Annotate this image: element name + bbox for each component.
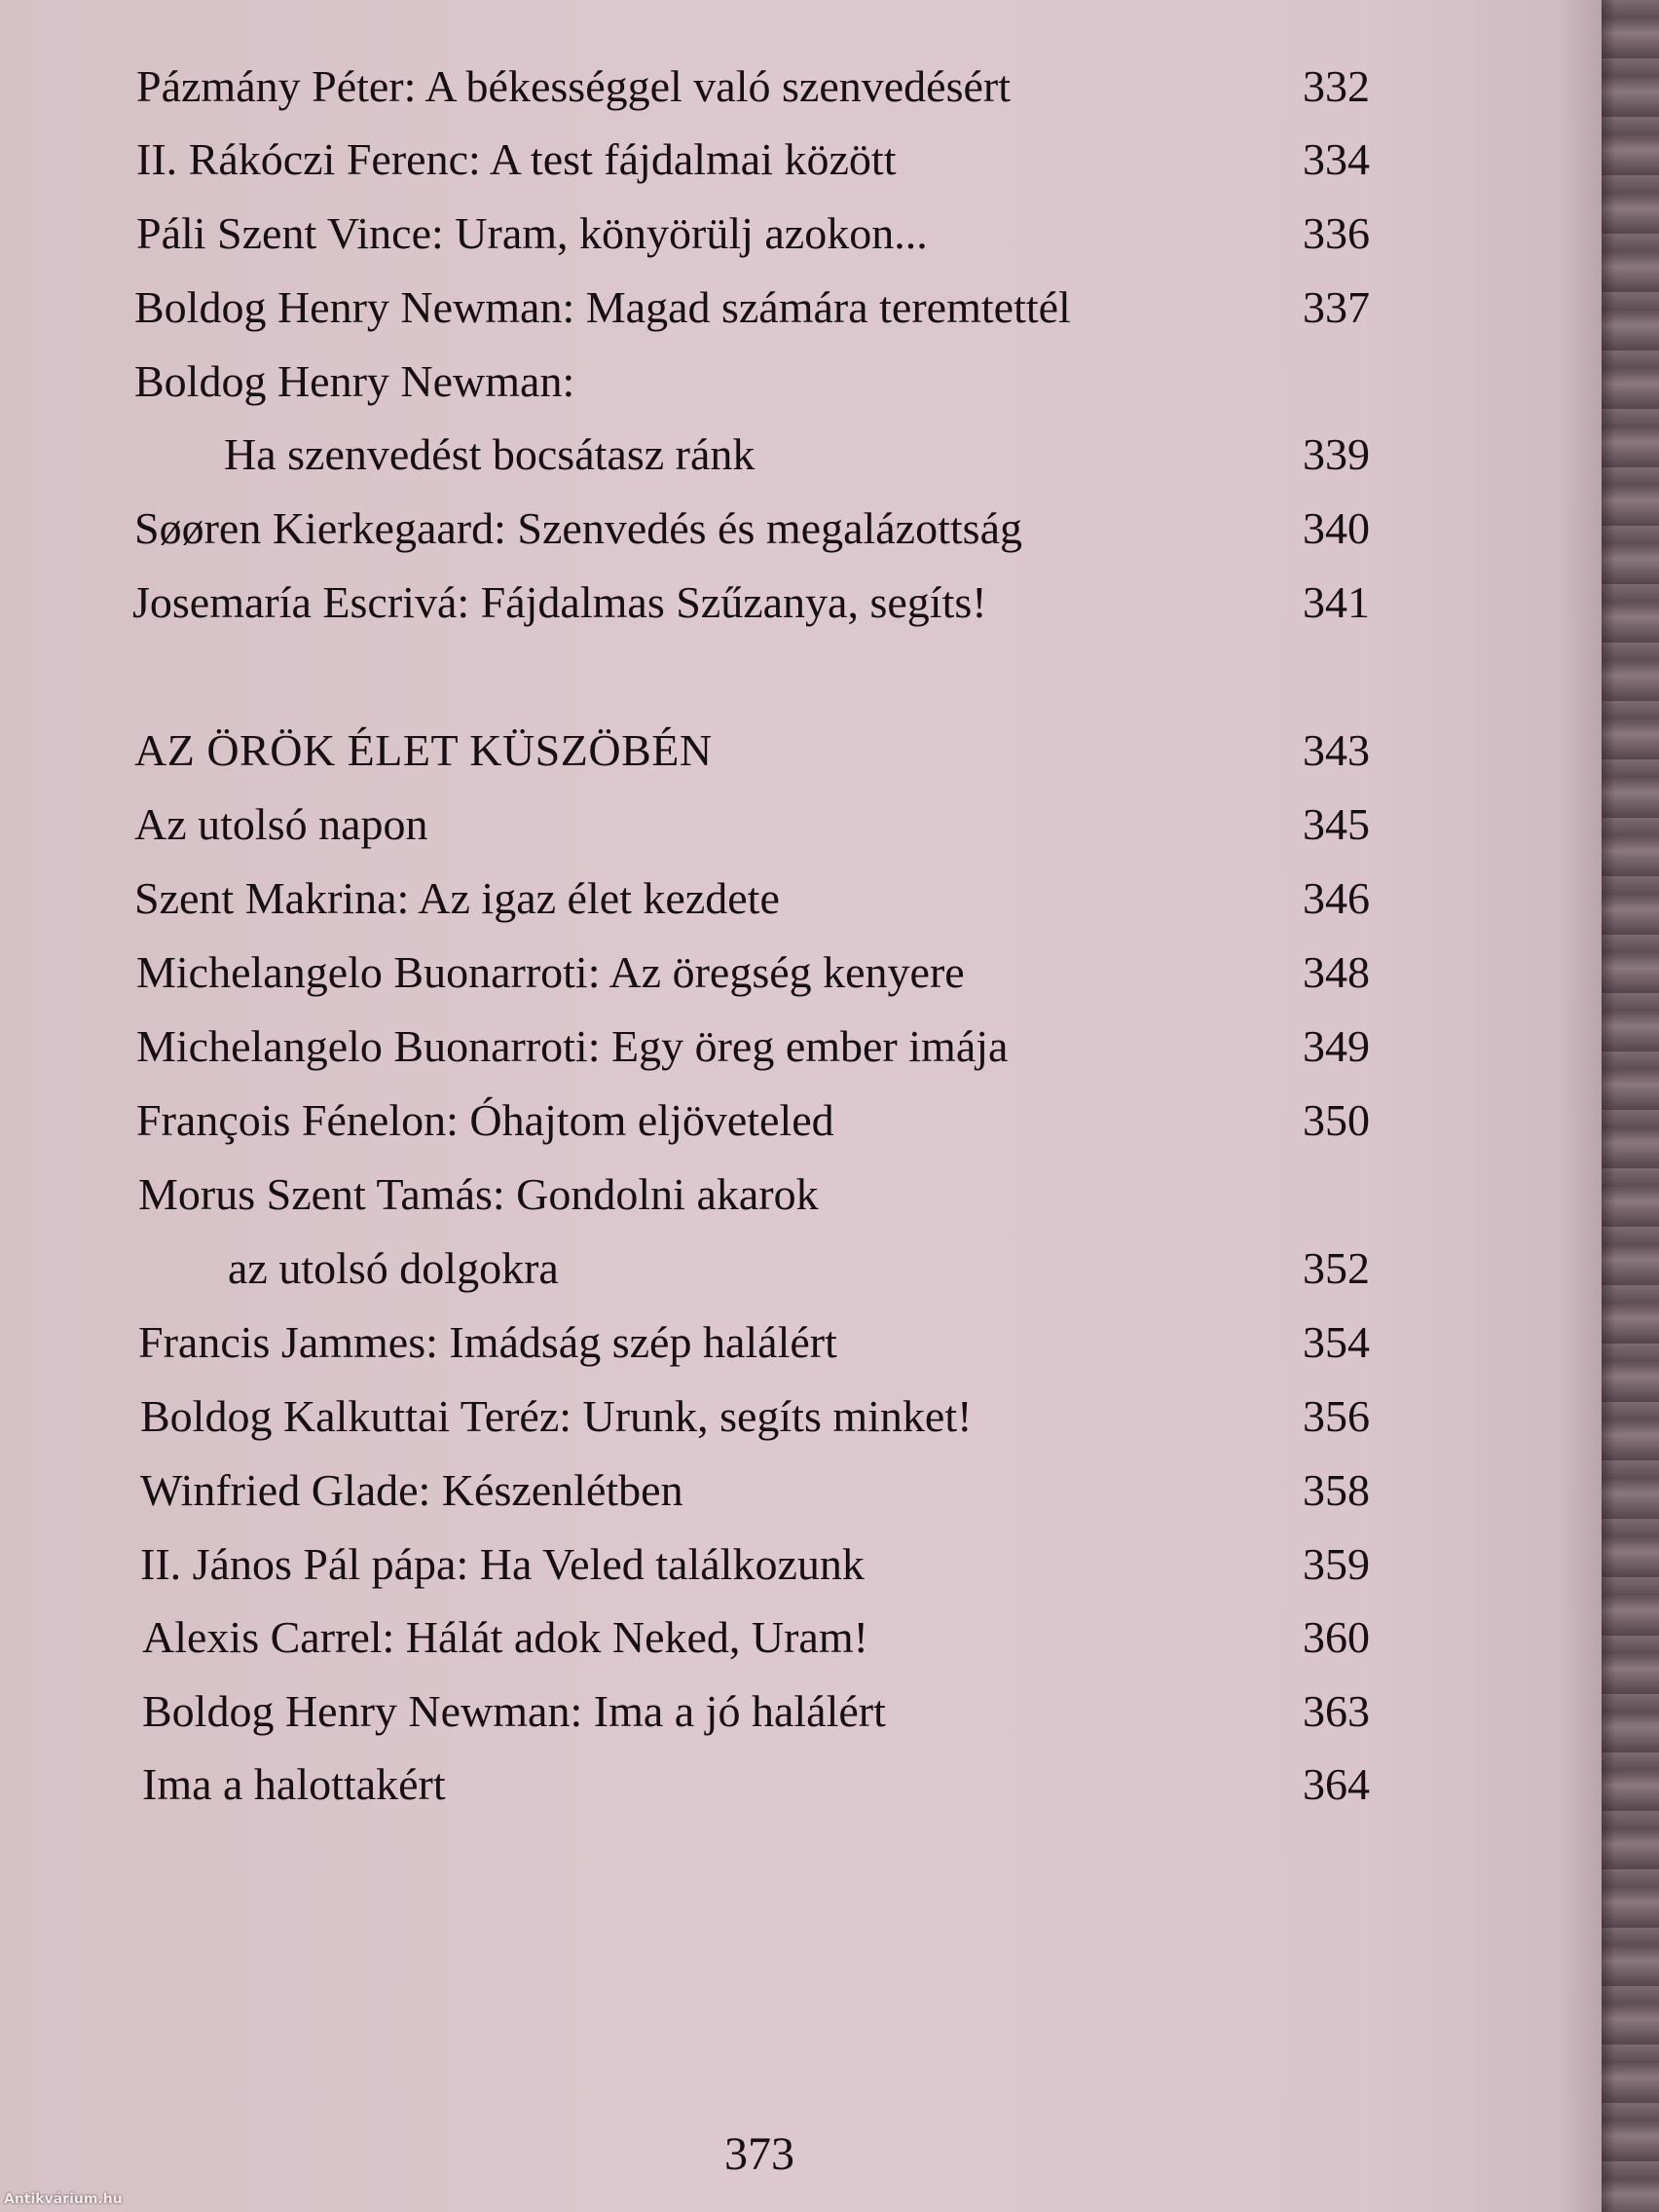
toc-entry (0, 274, 1602, 342)
toc-entry-page: 356 (1303, 1391, 1370, 1441)
toc-entry-title: Boldog Henry Newman: Magad számára teremtettél (134, 282, 1071, 332)
toc-entry-page: 350 (1303, 1095, 1370, 1145)
toc-entry-page: 349 (1303, 1021, 1370, 1071)
toc-entry-title: Ha szenvedést bocsátasz ránk (224, 429, 756, 479)
toc-entry-title: Michelangelo Buonarroti: Az öregség kenyere (136, 947, 965, 997)
watermark-text: Antikvárium.hu (4, 2192, 123, 2207)
toc-section-heading (0, 717, 1602, 785)
toc-entry-continuation (0, 421, 1602, 489)
toc-entry (0, 939, 1602, 1007)
toc-entry (0, 200, 1602, 268)
toc-entry (0, 865, 1602, 933)
toc-entry-title: Szent Makrina: Az igaz élet kezdete (134, 873, 780, 923)
page-number: 373 (724, 2128, 794, 2180)
toc-entry-page: 341 (1303, 577, 1370, 627)
toc-entry-title: Francis Jammes: Imádság szép halálért (138, 1317, 837, 1367)
toc-entry-page: 363 (1303, 1686, 1370, 1736)
toc-entry-page: 359 (1303, 1539, 1370, 1589)
toc-entry (0, 495, 1602, 563)
toc-entry (0, 1751, 1602, 1819)
toc-entry (0, 1013, 1602, 1081)
toc-entry-title: Winfried Glade: Készenlétben (140, 1465, 683, 1515)
toc-entry (0, 348, 1602, 416)
toc-entry-page: 334 (1303, 134, 1370, 184)
section-heading-page: 343 (1303, 725, 1370, 775)
toc-entry-title: Az utolsó napon (134, 799, 428, 849)
toc-entry-page: 339 (1303, 429, 1370, 479)
toc-entry (0, 1677, 1602, 1746)
toc-entry (0, 1087, 1602, 1155)
toc-entry (0, 1161, 1602, 1229)
toc-entry-page: 354 (1303, 1317, 1370, 1367)
toc-entry (0, 1456, 1602, 1525)
toc-entry-title: Josemaría Escrivá: Fájdalmas Szűzanya, segíts! (132, 577, 987, 627)
toc-entry-title: Alexis Carrel: Hálát adok Neked, Uram! (142, 1612, 868, 1662)
toc-entry-page: 337 (1303, 282, 1370, 332)
toc-entry-title: Boldog Henry Newman: Ima a jó halálért (142, 1686, 886, 1736)
toc-entry-page: 340 (1303, 503, 1370, 553)
toc-entry-page: 348 (1303, 947, 1370, 997)
gutter-shadow (1602, 0, 1615, 2212)
section-heading-title: AZ ÖRÖK ÉLET KÜSZÖBÉN (134, 725, 713, 775)
toc-entry-page: 358 (1303, 1465, 1370, 1515)
toc-entry-page: 360 (1303, 1612, 1370, 1662)
toc-entry-title: Pázmány Péter: A békességgel való szenvedésért (136, 61, 1011, 111)
toc-entry (0, 569, 1602, 637)
toc-entry (0, 53, 1602, 121)
toc-entry (0, 791, 1602, 859)
toc-entry-continuation (0, 1235, 1602, 1303)
toc-entry (0, 1604, 1602, 1672)
toc-entry-title: II. János Pál pápa: Ha Veled találkozunk (140, 1539, 865, 1589)
toc-entry-title: Søøren Kierkegaard: Szenvedés és megalázottság (134, 503, 1022, 553)
toc-entry-title: Ima a halottakért (142, 1759, 446, 1809)
toc-entry-title: Boldog Henry Newman: (134, 356, 575, 406)
toc-entry (0, 126, 1602, 194)
toc-entry-title: François Fénelon: Óhajtom eljöveteled (136, 1095, 834, 1145)
toc-entry-title: II. Rákóczi Ferenc: A test fájdalmai között (136, 134, 897, 184)
toc-entry-page: 345 (1303, 799, 1370, 849)
toc-entry-page: 346 (1303, 873, 1370, 923)
toc-entry-page: 352 (1303, 1243, 1370, 1293)
toc-entry (0, 1309, 1602, 1377)
toc-entry-title: az utolsó dolgokra (228, 1243, 559, 1293)
toc-entry-title: Páli Szent Vince: Uram, könyörülj azokon... (136, 208, 928, 258)
toc-entry (0, 1530, 1602, 1599)
toc-entry-title: Boldog Kalkuttai Teréz: Urunk, segíts minket! (140, 1391, 973, 1441)
toc-entry-page: 336 (1303, 208, 1370, 258)
toc-entry-title: Morus Szent Tamás: Gondolni akarok (138, 1169, 819, 1219)
toc-entry-title: Michelangelo Buonarroti: Egy öreg ember imája (136, 1021, 1009, 1071)
toc-entry (0, 1382, 1602, 1451)
toc-entry-page: 332 (1303, 61, 1370, 111)
toc-entry-page: 364 (1303, 1759, 1370, 1809)
